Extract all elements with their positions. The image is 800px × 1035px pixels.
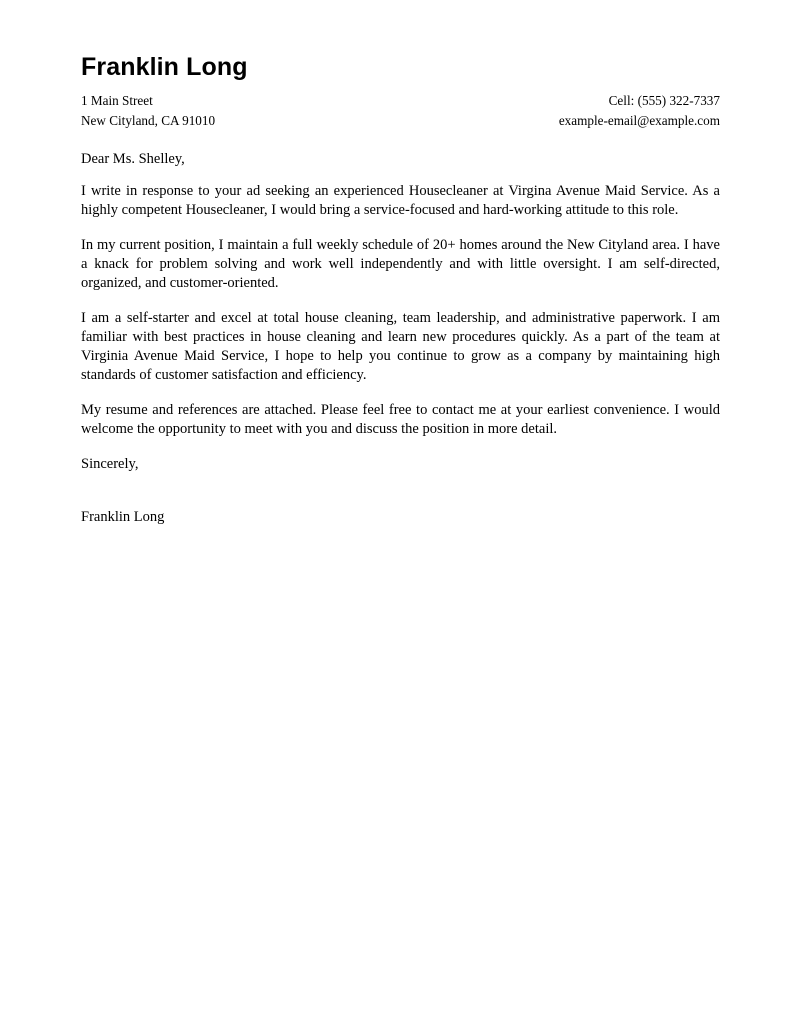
address-line-1: 1 Main Street bbox=[81, 93, 153, 108]
signature-name: Franklin Long bbox=[81, 509, 165, 525]
closing: Sincerely, bbox=[81, 456, 139, 472]
email-address: example-email@example.com bbox=[558, 113, 720, 128]
phone-number: Cell: (555) 322-7337 bbox=[608, 93, 720, 108]
sender-name: Franklin Long bbox=[81, 53, 248, 81]
salutation: Dear Ms. Shelley, bbox=[81, 151, 185, 167]
contact-info bbox=[81, 91, 720, 131]
body-paragraph-3: I am a self-starter and excel at total house cleaning, team leadership, and administrative paperwork. I am familiar with best practices in house cleaning and learn new procedures quickly. As a part of the team at Virginia Avenue Maid Service, I hope to help you continue to grow as a company by maintaining high standards of customer satisfaction and efficiency. bbox=[81, 310, 720, 383]
address-line-2: New Cityland, CA 91010 bbox=[81, 113, 216, 128]
cover-letter-page bbox=[81, 50, 720, 527]
contact-row-2 bbox=[81, 111, 720, 131]
body-paragraph-2: In my current position, I maintain a full weekly schedule of 20+ homes around the New Cityland area. I have a knack for problem solving and work well independently and with little oversight. I am self-directed, organized, and customer-oriented. bbox=[81, 237, 720, 291]
contact-row-1 bbox=[81, 91, 720, 111]
body-paragraph-1: I write in response to your ad seeking an experienced Housecleaner at Virgina Avenue Maid Service. As a highly competent Housecleaner, I would bring a service-focused and hard-working attitude to this role. bbox=[81, 183, 720, 218]
body-paragraph-4: My resume and references are attached. Please feel free to contact me at your earliest convenience. I would welcome the opportunity to meet with you and discuss the position in more detail. bbox=[81, 402, 720, 437]
